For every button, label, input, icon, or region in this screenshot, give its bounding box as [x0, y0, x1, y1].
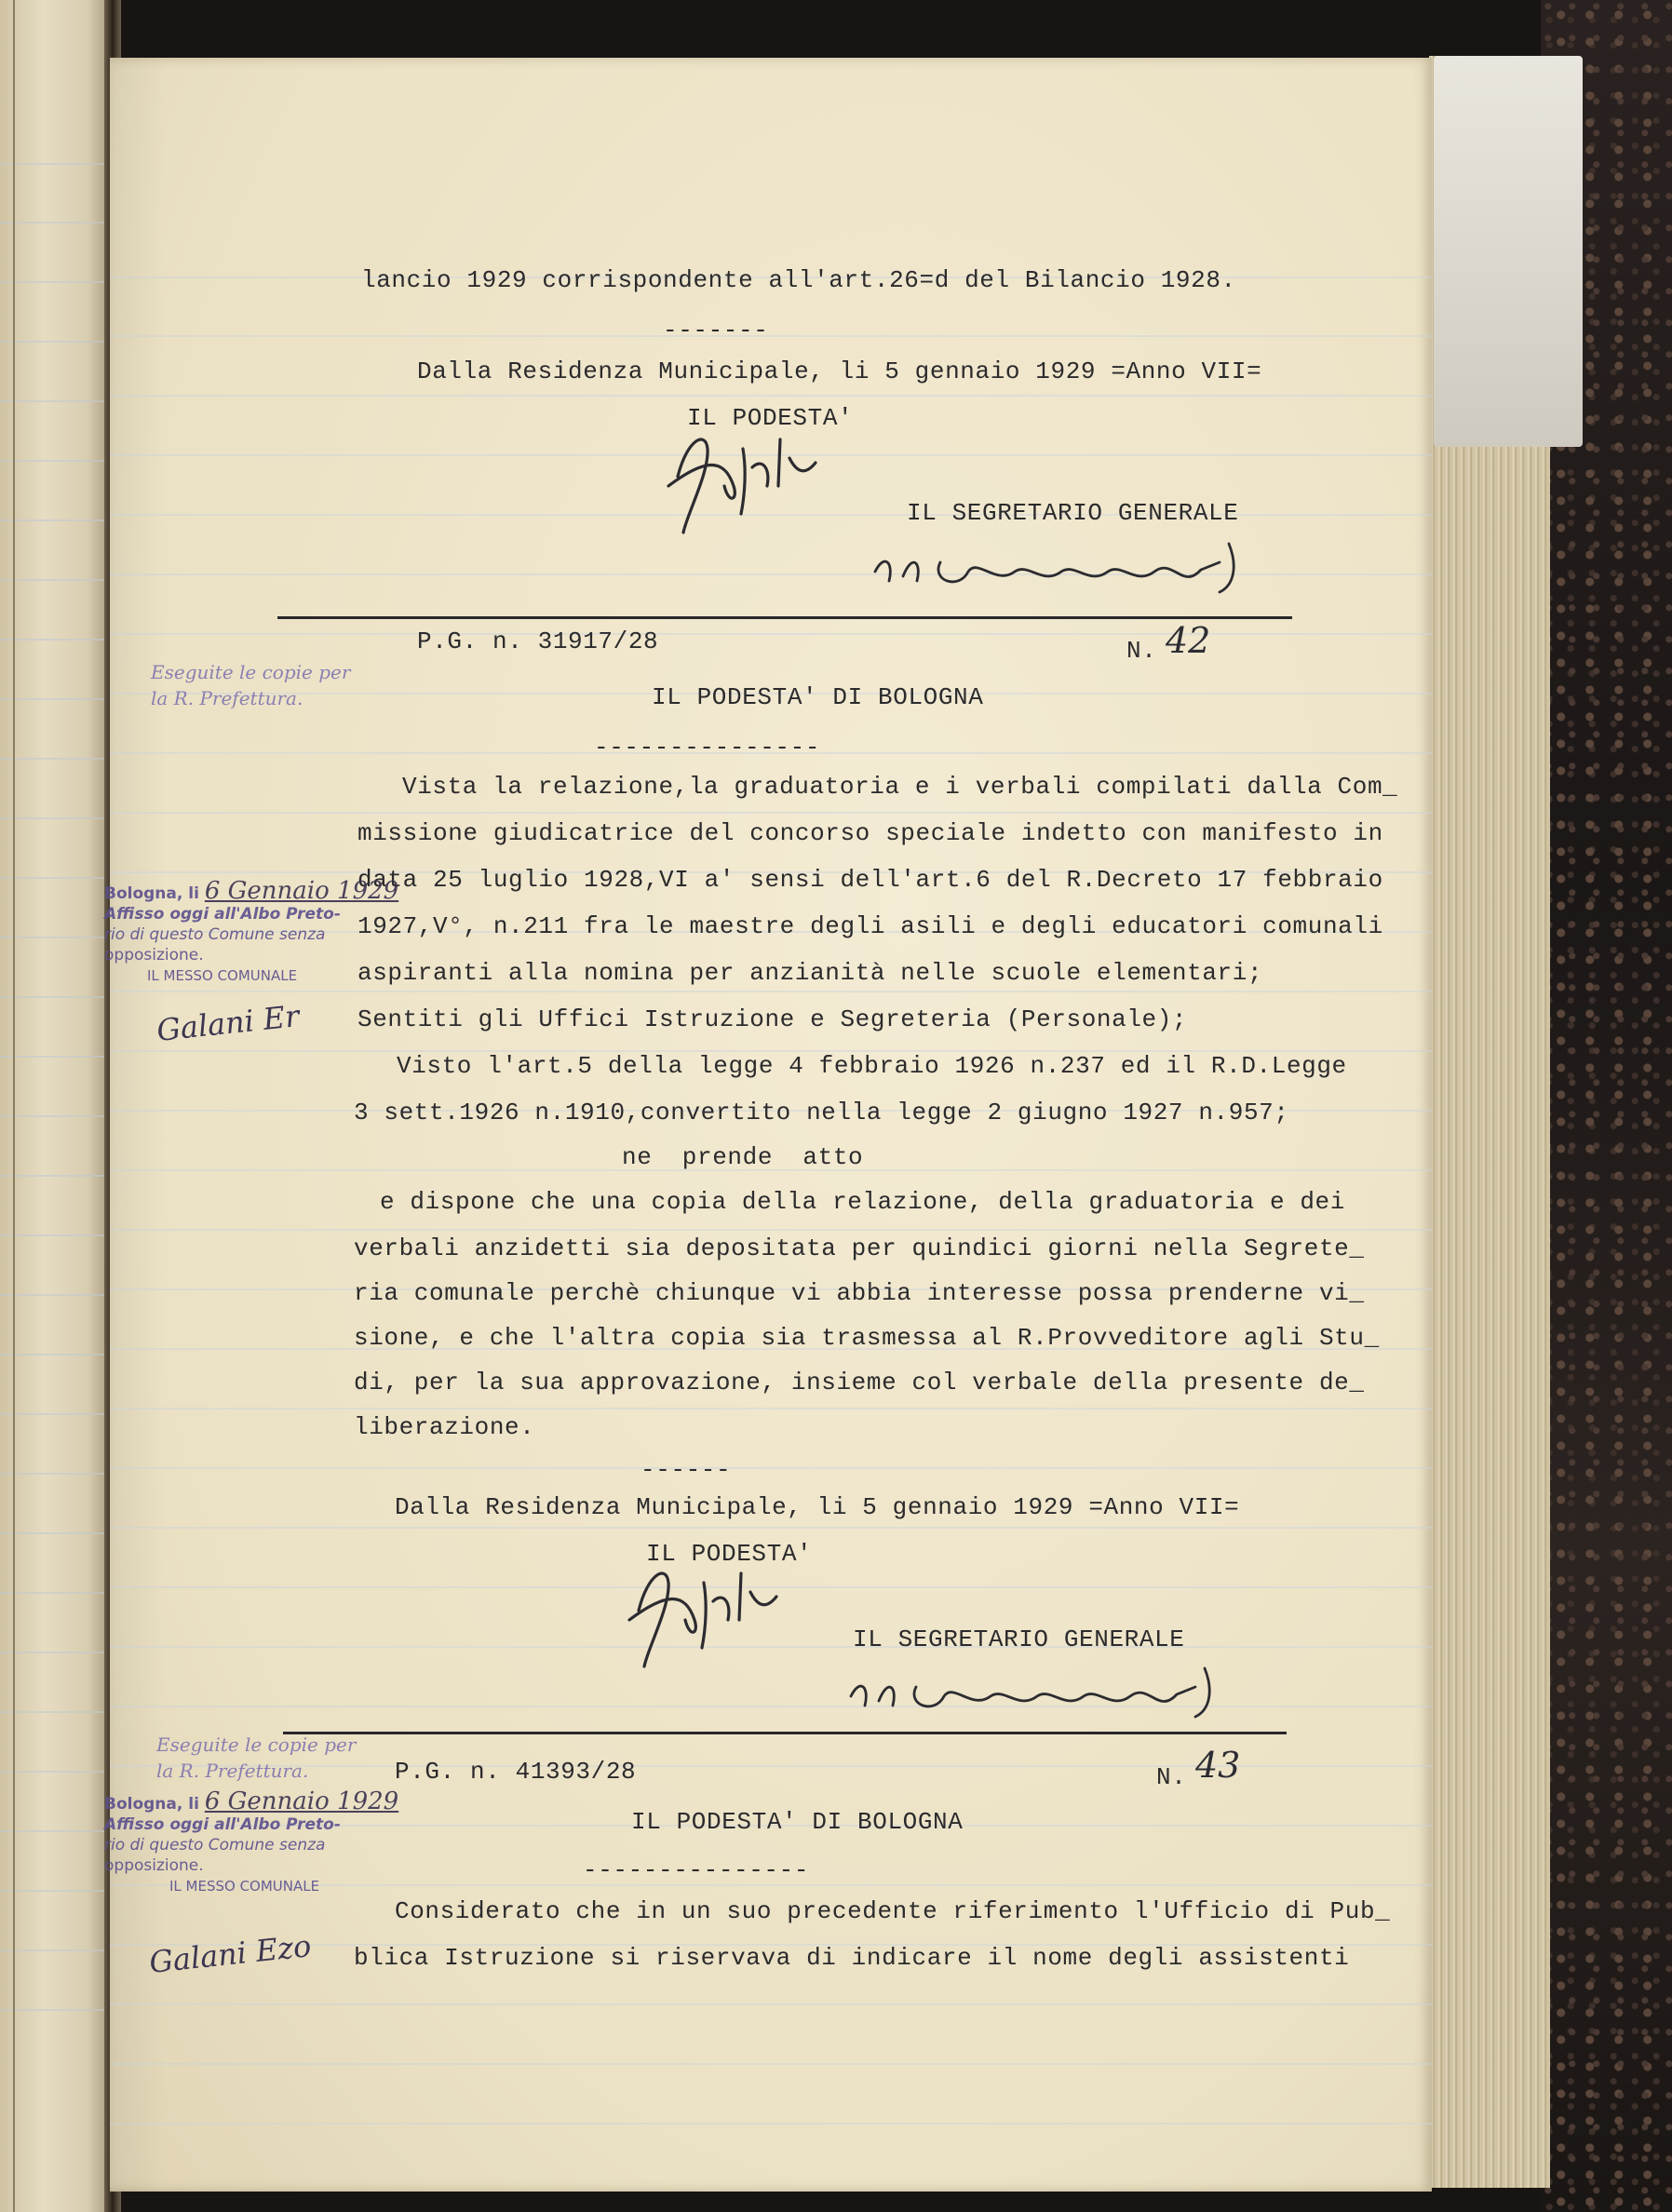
body-line: liberazione. [354, 1413, 535, 1441]
section-divider [283, 1732, 1287, 1734]
body-line: ne prende atto [622, 1143, 864, 1171]
body-line: missione giudicatrice del concorso speciale indetto con manifesto in [357, 819, 1383, 847]
cover-corner [1434, 56, 1583, 447]
body-line: 1927,V°, n.211 fra le maestre degli asili e degli educatori comunali [357, 912, 1383, 940]
pg-number: P.G. n. 41393/28 [395, 1758, 637, 1786]
body-line: data 25 luglio 1928,VI a' sensi dell'art.6 del R.Decreto 17 febbraio [357, 866, 1383, 894]
heading: IL PODESTA' DI BOLOGNA [652, 683, 984, 711]
heading-rule: --------------- [583, 1856, 810, 1884]
dash-separator: ------ [640, 1456, 732, 1484]
segretario-signature [866, 534, 1257, 600]
heading-rule: --------------- [594, 734, 821, 762]
albo-stamp: Bologna, li 6 Gennaio 1929 Affisso oggi all'Albo Preto- rio di questo Comune senza opposizione. IL MESSO COMUNALE [104, 1787, 399, 1895]
segretario-label: IL SEGRETARIO GENERALE [853, 1625, 1185, 1653]
podesta-signature [611, 1555, 797, 1676]
top-line: lancio 1929 corrispondente all'art.26=d del Bilancio 1928. [361, 266, 1236, 294]
body-line: Visto l'art.5 della legge 4 febbraio 1926 n.237 ed il R.D.Legge [397, 1052, 1347, 1080]
dating-line: Dalla Residenza Municipale, li 5 gennaio 1929 =Anno VII= [417, 357, 1262, 385]
messo-signature: Galani Ezo [147, 1927, 313, 1981]
body-line: Vista la relazione,la graduatoria e i verbali compilati dalla Com_ [402, 773, 1398, 801]
pg-number: P.G. n. 31917/28 [417, 627, 659, 655]
messo-signature: Galani Er [155, 998, 302, 1048]
podesta-label: IL PODESTA' [687, 404, 854, 432]
section-divider [277, 616, 1292, 619]
dash-separator: ------- [663, 317, 769, 344]
body-line: ria comunale perchè chiunque vi abbia interesse possa prenderne vi_ [354, 1279, 1365, 1307]
body-line: Considerato che in un suo precedente riferimento l'Ufficio di Pub_ [395, 1897, 1391, 1925]
segretario-signature [842, 1659, 1233, 1724]
n-label: N. [1126, 637, 1157, 665]
left-page-edge [0, 0, 110, 2212]
heading: IL PODESTA' DI BOLOGNA [631, 1808, 964, 1836]
n-number: 43 [1195, 1745, 1241, 1786]
margin-note: Eseguite le copie per la R. Prefettura. [151, 661, 351, 709]
segretario-label: IL SEGRETARIO GENERALE [907, 499, 1239, 527]
n-number: 42 [1166, 620, 1211, 661]
body-line: 3 sett.1926 n.1910,convertito nella legge 2 giugno 1927 n.957; [354, 1099, 1289, 1126]
body-line: sione, e che l'altra copia sia trasmessa al R.Provveditore agli Stu_ [354, 1324, 1380, 1352]
body-line: aspiranti alla nomina per anzianità nelle scuole elementari; [357, 959, 1263, 987]
albo-stamp: Bologna, li 6 Gennaio 1929 Affisso oggi all'Albo Preto- rio di questo Comune senza opposizione. IL MESSO COMUNALE [104, 877, 399, 984]
margin-note: Eseguite le copie per la R. Prefettura. [156, 1733, 357, 1782]
podesta-signature [650, 421, 836, 542]
body-line: e dispone che una copia della relazione, della graduatoria e dei [380, 1188, 1345, 1216]
body-line: di, per la sua approvazione, insieme col verbale della presente de_ [354, 1369, 1365, 1396]
podesta-label: IL PODESTA' [646, 1540, 813, 1568]
body-line: Sentiti gli Uffici Istruzione e Segreteria (Personale); [357, 1005, 1188, 1033]
dating-line: Dalla Residenza Municipale, li 5 gennaio 1929 =Anno VII= [395, 1493, 1240, 1521]
n-label: N. [1156, 1763, 1187, 1791]
body-line: blica Istruzione si riservava di indicare il nome degli assistenti [354, 1944, 1350, 1972]
body-line: verbali anzidetti sia depositata per quindici giorni nella Segrete_ [354, 1234, 1365, 1262]
